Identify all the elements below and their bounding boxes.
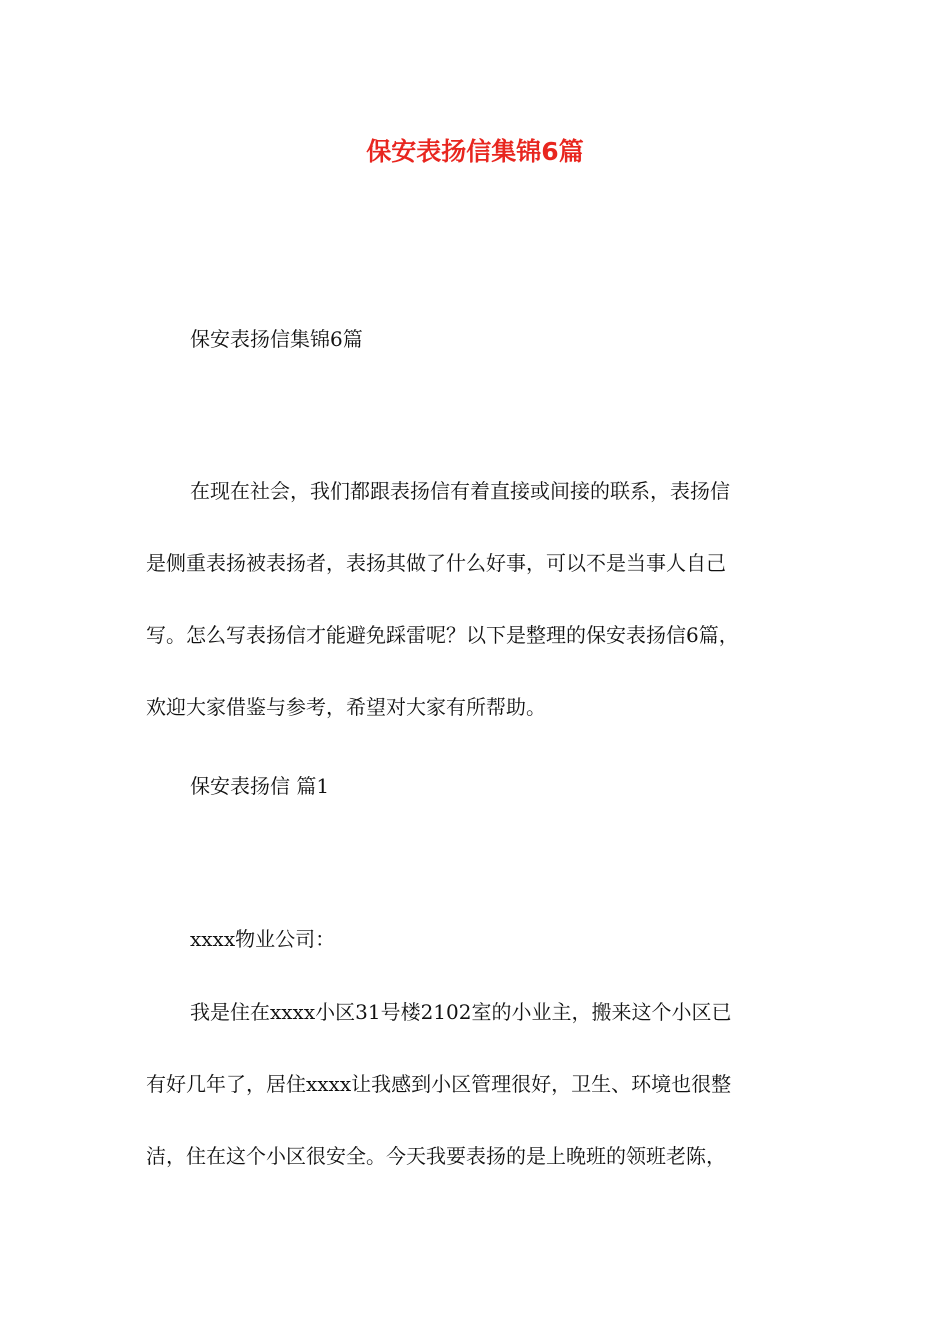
body-line-7: 洁，住在这个小区很安全。今天我要表扬的是上晚班的领班老陈， bbox=[146, 1144, 726, 1168]
body-line-6: 有好几年了，居住xxxx让我感到小区管理很好，卫生、环境也很整 bbox=[146, 1072, 732, 1096]
body-line-1: 在现在社会，我们都跟表扬信有着直接或间接的联系，表扬信 bbox=[190, 479, 730, 503]
subtitle-line: 保安表扬信集锦6篇 bbox=[190, 327, 363, 351]
body-line-4: 欢迎大家借鉴与参考，希望对大家有所帮助。 bbox=[146, 695, 546, 719]
salutation-line: xxxx物业公司： bbox=[190, 927, 336, 951]
body-line-2: 是侧重表扬被表扬者，表扬其做了什么好事，可以不是当事人自己 bbox=[146, 551, 726, 575]
section-heading: 保安表扬信 篇1 bbox=[190, 774, 330, 798]
body-line-3: 写。怎么写表扬信才能避免踩雷呢？以下是整理的保安表扬信6篇， bbox=[146, 623, 739, 647]
document-title: 保安表扬信集锦6篇 bbox=[366, 137, 584, 166]
body-line-5: 我是住在xxxx小区31号楼2102室的小业主，搬来这个小区已 bbox=[190, 1000, 732, 1024]
